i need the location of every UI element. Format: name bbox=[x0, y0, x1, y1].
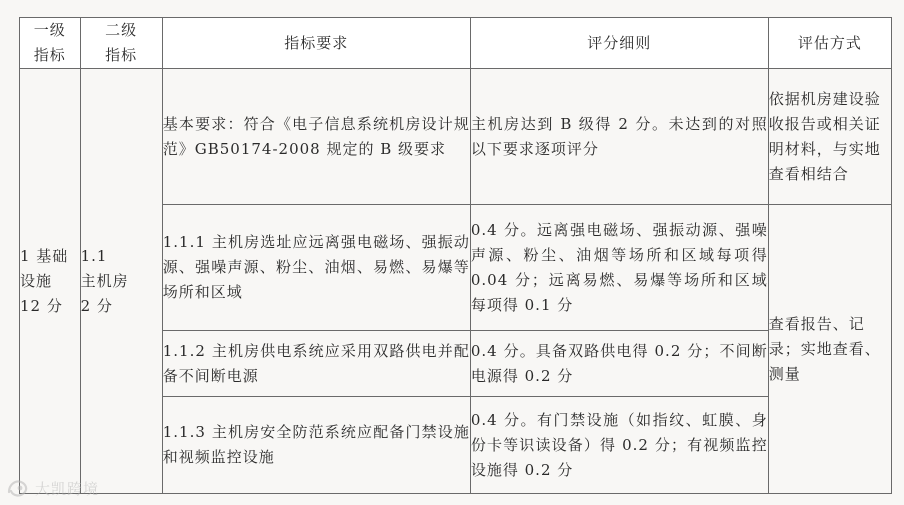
level1-line2: 设施 bbox=[20, 271, 53, 290]
watermark bbox=[6, 477, 99, 499]
table-header-row bbox=[20, 18, 892, 69]
item-1-1-3-requirement: 1.1.3 主机房安全防范系统应配备门禁设施和视频监控设施 bbox=[162, 397, 470, 494]
level2-line1: 1.1 bbox=[80, 246, 108, 265]
basic-method: 依据机房建设验收报告或相关证明材料，与实地查看相结合 bbox=[768, 69, 891, 205]
item-1-1-1-requirement: 1.1.1 主机房选址应远离强电磁场、强振动源、强噪声源、粉尘、油烟、易燃、易爆等场所和区域 bbox=[162, 205, 470, 331]
item-1-1-2-scoring: 0.4 分。具备双路供电得 0.2 分；不间断电源得 0.2 分 bbox=[470, 331, 768, 397]
level2-line2: 主机房 bbox=[80, 271, 129, 290]
header-level1 bbox=[20, 18, 81, 69]
level1-line1: 1 基础 bbox=[20, 246, 69, 265]
watermark-logo-icon bbox=[6, 477, 32, 499]
header-level2-line2: 指标 bbox=[105, 46, 138, 64]
level1-line3: 12 分 bbox=[20, 296, 63, 315]
indicator-table bbox=[19, 17, 892, 494]
item-1-1-1-scoring: 0.4 分。远离强电磁场、强振动源、强噪声源、粉尘、油烟等场所和区域每项得 0.04 分；远离易燃、易爆等场所和区域每项得 0.1 分 bbox=[470, 205, 768, 331]
level2-line3: 2 分 bbox=[80, 296, 113, 315]
header-level2 bbox=[80, 18, 162, 69]
item-1-1-3-scoring: 0.4 分。有门禁设施（如指纹、虹膜、身份卡等识读设备）得 0.2 分；有视频监控设施得 0.2 分 bbox=[470, 397, 768, 494]
level2-cell bbox=[80, 69, 162, 494]
header-level1-line1: 一级 bbox=[33, 21, 66, 39]
header-level2-line1: 二级 bbox=[105, 21, 138, 39]
table-row-basic bbox=[20, 69, 892, 205]
header-method: 评估方式 bbox=[768, 18, 891, 69]
header-level1-line2: 指标 bbox=[33, 46, 66, 64]
header-requirement: 指标要求 bbox=[162, 18, 470, 69]
item-1-1-2-requirement: 1.1.2 主机房供电系统应采用双路供电并配备不间断电源 bbox=[162, 331, 470, 397]
basic-scoring: 主机房达到 B 级得 2 分。未达到的对照以下要求逐项评分 bbox=[470, 69, 768, 205]
header-scoring: 评分细则 bbox=[470, 18, 768, 69]
level1-cell bbox=[20, 69, 81, 494]
shared-method: 查看报告、记录；实地查看、测量 bbox=[768, 205, 891, 494]
basic-requirement: 基本要求：符合《电子信息系统机房设计规范》GB50174-2008 规定的 B 级要求 bbox=[162, 69, 470, 205]
watermark-text: 大凯跨境 bbox=[35, 479, 100, 498]
